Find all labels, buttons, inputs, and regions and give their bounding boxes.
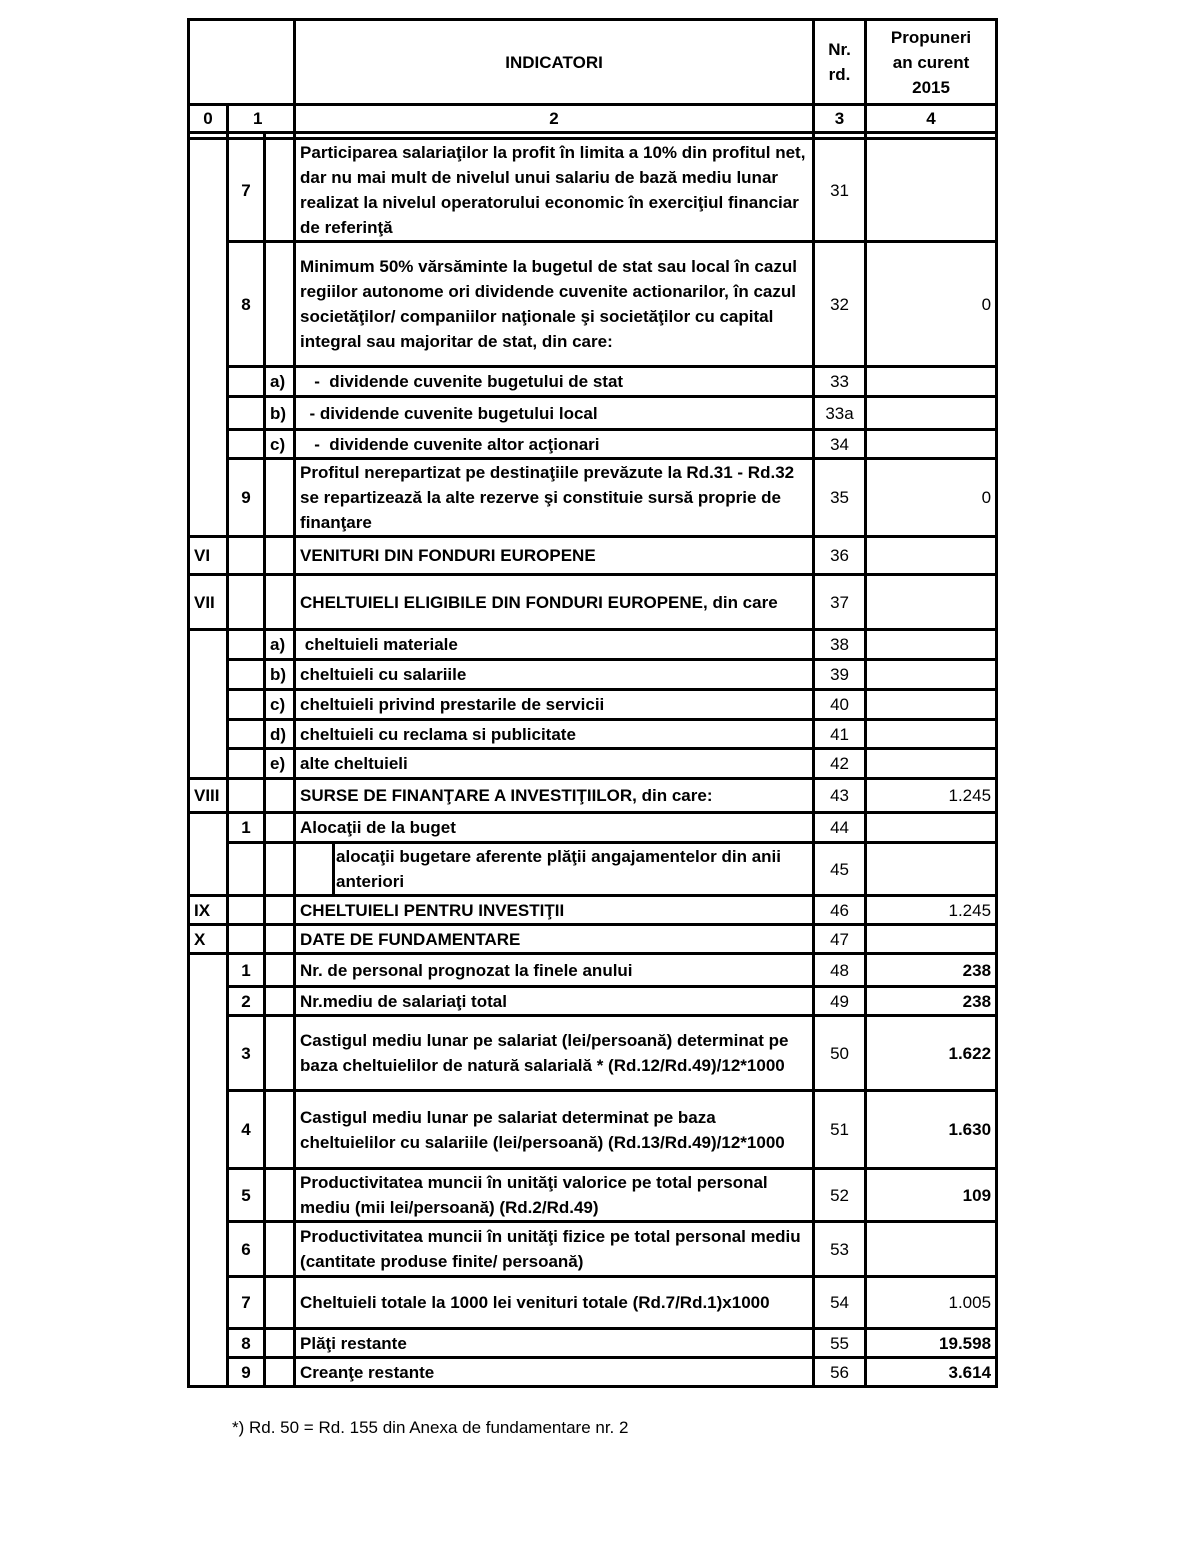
indicator-description: DATE DE FUNDAMENTARE (295, 925, 814, 954)
header-nr-rd: Nr. rd. (814, 20, 866, 105)
indicator-description: CHELTUIELI ELIGIBILE DIN FONDURI EUROPENE, din care (295, 575, 814, 630)
value-cell (866, 749, 997, 779)
header-row (189, 20, 997, 105)
indicator-description: Nr.mediu de salariaţi total (295, 987, 814, 1016)
table-row (189, 925, 997, 954)
value-cell: 238 (866, 954, 997, 987)
indicator-description: Minimum 50% vărsăminte la bugetul de stat sau local în cazul regiilor autonome ori dividende cuvenite actionarilor, în cazul societăţilor/ companiilor naţionale şi societăţilor cu capital integral sau majoritar de stat, din care: (295, 242, 814, 367)
indicator-description: Participarea salariaţilor la profit în limita a 10% din profitul net, dar nu mai mult de nivelul unui salariu de bază mediu lunar realizat la nivelul operatorului economic în exerciţiul financiar de referinţă (295, 139, 814, 242)
table-row (189, 367, 997, 397)
roman-cell: VII (189, 575, 228, 630)
letter-cell (265, 1222, 295, 1277)
roman-cell (189, 459, 228, 537)
value-cell (866, 720, 997, 749)
table-row (189, 720, 997, 749)
indicator-text: alocaţii bugetare aferente plăţii angajamentelor din anii anteriori (336, 847, 781, 891)
table-row (189, 1222, 997, 1277)
row-number-cell: 50 (814, 1016, 866, 1091)
table-row (189, 537, 997, 575)
number-cell: 1 (228, 813, 265, 843)
value-cell (866, 630, 997, 660)
row-number-cell: 53 (814, 1222, 866, 1277)
number-cell (228, 660, 265, 690)
letter-cell (265, 139, 295, 242)
value-cell (866, 537, 997, 575)
number-cell: 5 (228, 1169, 265, 1222)
header-blank-cell (189, 20, 295, 105)
row-number-cell: 31 (814, 139, 866, 242)
letter-cell: b) (265, 397, 295, 430)
value-cell: 238 (866, 987, 997, 1016)
value-cell (866, 575, 997, 630)
number-cell (228, 630, 265, 660)
roman-cell (189, 954, 228, 987)
value-cell: 3.614 (866, 1358, 997, 1387)
roman-cell (189, 630, 228, 660)
letter-cell: c) (265, 430, 295, 459)
letter-cell (265, 954, 295, 987)
table-row (189, 690, 997, 720)
roman-cell (189, 660, 228, 690)
value-cell: 109 (866, 1169, 997, 1222)
letter-cell (265, 242, 295, 367)
number-cell: 9 (228, 1358, 265, 1387)
roman-cell: VI (189, 537, 228, 575)
row-number-cell: 49 (814, 987, 866, 1016)
value-cell: 19.598 (866, 1329, 997, 1358)
letter-cell (265, 925, 295, 954)
row-number-cell: 36 (814, 537, 866, 575)
roman-cell (189, 720, 228, 749)
indicator-description: Castigul mediu lunar pe salariat determinat pe baza cheltuielilor cu salariile (lei/persoană) (Rd.13/Rd.49)/12*1000 (295, 1091, 814, 1169)
col-index-4: 4 (866, 105, 997, 133)
value-cell (866, 690, 997, 720)
roman-cell (189, 1277, 228, 1329)
table-row (189, 1277, 997, 1329)
inner-divider (332, 844, 335, 894)
value-cell (866, 430, 997, 459)
value-cell (866, 1222, 997, 1277)
value-cell (866, 660, 997, 690)
table-row (189, 1358, 997, 1387)
letter-cell (265, 1277, 295, 1329)
roman-cell (189, 1169, 228, 1222)
letter-cell (265, 1358, 295, 1387)
roman-cell (189, 1358, 228, 1387)
number-cell: 1 (228, 954, 265, 987)
number-cell (228, 749, 265, 779)
value-cell (866, 367, 997, 397)
number-cell (228, 397, 265, 430)
indicator-description: VENITURI DIN FONDURI EUROPENE (295, 537, 814, 575)
letter-cell (265, 896, 295, 925)
row-number-cell: 47 (814, 925, 866, 954)
row-number-cell: 55 (814, 1329, 866, 1358)
letter-cell: a) (265, 630, 295, 660)
indicators-table (187, 18, 998, 1388)
value-cell (866, 843, 997, 896)
number-cell (228, 537, 265, 575)
roman-cell (189, 139, 228, 242)
number-cell: 7 (228, 1277, 265, 1329)
row-number-cell: 40 (814, 690, 866, 720)
value-cell (866, 397, 997, 430)
number-cell: 8 (228, 1329, 265, 1358)
table-row (189, 575, 997, 630)
indicator-description: Profitul nerepartizat pe destinaţiile prevăzute la Rd.31 - Rd.32 se repartizează la alte rezerve şi constituie sursă proprie de finanţare (295, 459, 814, 537)
row-number-cell: 37 (814, 575, 866, 630)
roman-cell (189, 430, 228, 459)
roman-cell (189, 1016, 228, 1091)
number-cell (228, 896, 265, 925)
value-cell: 1.630 (866, 1091, 997, 1169)
col-index-1: 1 (228, 105, 295, 133)
row-number-cell: 46 (814, 896, 866, 925)
value-cell: 1.622 (866, 1016, 997, 1091)
roman-cell (189, 1222, 228, 1277)
value-cell (866, 925, 997, 954)
number-cell (228, 779, 265, 813)
header-propuneri: Propuneri an curent 2015 (866, 20, 997, 105)
table-row (189, 749, 997, 779)
table-row (189, 1169, 997, 1222)
roman-cell (189, 987, 228, 1016)
row-number-cell: 45 (814, 843, 866, 896)
indicator-description: CHELTUIELI PENTRU INVESTIŢII (295, 896, 814, 925)
indicator-description: Productivitatea muncii în unităţi valorice pe total personal mediu (mii lei/persoană) (Rd.2/Rd.49) (295, 1169, 814, 1222)
indicator-description: Alocaţii de la buget (295, 813, 814, 843)
row-number-cell: 33 (814, 367, 866, 397)
indicator-description: Nr. de personal prognozat la finele anului (295, 954, 814, 987)
row-number-cell: 54 (814, 1277, 866, 1329)
row-number-cell: 52 (814, 1169, 866, 1222)
row-number-cell: 43 (814, 779, 866, 813)
letter-cell (265, 813, 295, 843)
row-number-cell: 33a (814, 397, 866, 430)
indicator-description: - dividende cuvenite bugetului de stat (295, 367, 814, 397)
indicator-description: cheltuieli cu reclama si publicitate (295, 720, 814, 749)
table-row (189, 139, 997, 242)
roman-cell (189, 749, 228, 779)
col-index-0: 0 (189, 105, 228, 133)
row-number-cell: 42 (814, 749, 866, 779)
col-index-3: 3 (814, 105, 866, 133)
number-cell: 6 (228, 1222, 265, 1277)
row-number-cell: 35 (814, 459, 866, 537)
value-cell: 1.245 (866, 896, 997, 925)
table-row (189, 630, 997, 660)
roman-cell (189, 397, 228, 430)
roman-cell (189, 1091, 228, 1169)
number-cell: 3 (228, 1016, 265, 1091)
row-number-cell: 34 (814, 430, 866, 459)
table-row (189, 843, 997, 896)
table-row (189, 1329, 997, 1358)
letter-cell (265, 987, 295, 1016)
number-cell: 7 (228, 139, 265, 242)
letter-cell (265, 1329, 295, 1358)
roman-cell: IX (189, 896, 228, 925)
row-number-cell: 56 (814, 1358, 866, 1387)
letter-cell (265, 459, 295, 537)
letter-cell: b) (265, 660, 295, 690)
roman-cell: VIII (189, 779, 228, 813)
letter-cell (265, 537, 295, 575)
roman-cell: X (189, 925, 228, 954)
letter-cell: a) (265, 367, 295, 397)
indicator-description (295, 843, 814, 896)
indicator-description: Castigul mediu lunar pe salariat (lei/persoană) determinat pe baza cheltuielilor de natură salarială * (Rd.12/Rd.49)/12*1000 (295, 1016, 814, 1091)
letter-cell (265, 1016, 295, 1091)
indicator-description: Creanţe restante (295, 1358, 814, 1387)
row-number-cell: 38 (814, 630, 866, 660)
letter-cell (265, 1091, 295, 1169)
letter-cell (265, 575, 295, 630)
value-cell: 0 (866, 459, 997, 537)
table-row (189, 430, 997, 459)
indicator-description: Plăţi restante (295, 1329, 814, 1358)
value-cell: 0 (866, 242, 997, 367)
number-cell (228, 430, 265, 459)
number-cell (228, 367, 265, 397)
header-indicatori: INDICATORI (295, 20, 814, 105)
roman-cell (189, 843, 228, 896)
table-row (189, 459, 997, 537)
row-number-cell: 32 (814, 242, 866, 367)
letter-cell: d) (265, 720, 295, 749)
number-cell (228, 843, 265, 896)
table-row (189, 1016, 997, 1091)
row-number-cell: 48 (814, 954, 866, 987)
number-cell: 8 (228, 242, 265, 367)
roman-cell (189, 690, 228, 720)
column-index-row (189, 105, 997, 133)
letter-cell: c) (265, 690, 295, 720)
indicator-description: SURSE DE FINANŢARE A INVESTIŢIILOR, din care: (295, 779, 814, 813)
value-cell: 1.005 (866, 1277, 997, 1329)
col-index-2: 2 (295, 105, 814, 133)
footnote: *) Rd. 50 = Rd. 155 din Anexa de fundamentare nr. 2 (232, 1418, 629, 1437)
table-row (189, 242, 997, 367)
table-row (189, 1091, 997, 1169)
letter-cell (265, 843, 295, 896)
letter-cell (265, 1169, 295, 1222)
table-row (189, 954, 997, 987)
indicator-description: - dividende cuvenite bugetului local (295, 397, 814, 430)
indicator-description: cheltuieli materiale (295, 630, 814, 660)
number-cell (228, 575, 265, 630)
number-cell: 4 (228, 1091, 265, 1169)
roman-cell (189, 242, 228, 367)
number-cell (228, 720, 265, 749)
number-cell (228, 925, 265, 954)
roman-cell (189, 813, 228, 843)
number-cell (228, 690, 265, 720)
table-row (189, 896, 997, 925)
table-row (189, 987, 997, 1016)
indicator-description: cheltuieli cu salariile (295, 660, 814, 690)
value-cell (866, 813, 997, 843)
number-cell: 9 (228, 459, 265, 537)
row-number-cell: 44 (814, 813, 866, 843)
roman-cell (189, 367, 228, 397)
letter-cell: e) (265, 749, 295, 779)
value-cell (866, 139, 997, 242)
indicator-description: - dividende cuvenite altor acţionari (295, 430, 814, 459)
roman-cell (189, 1329, 228, 1358)
value-cell: 1.245 (866, 779, 997, 813)
table-row (189, 397, 997, 430)
table-row (189, 779, 997, 813)
row-number-cell: 39 (814, 660, 866, 690)
indicator-description: Cheltuieli totale la 1000 lei venituri totale (Rd.7/Rd.1)x1000 (295, 1277, 814, 1329)
row-number-cell: 41 (814, 720, 866, 749)
indicator-description: cheltuieli privind prestarile de servicii (295, 690, 814, 720)
table-row (189, 660, 997, 690)
indicator-description: Productivitatea muncii în unităţi fizice pe total personal mediu (cantitate produse finite/ persoană) (295, 1222, 814, 1277)
number-cell: 2 (228, 987, 265, 1016)
letter-cell (265, 779, 295, 813)
table-row (189, 813, 997, 843)
indicator-description: alte cheltuieli (295, 749, 814, 779)
row-number-cell: 51 (814, 1091, 866, 1169)
